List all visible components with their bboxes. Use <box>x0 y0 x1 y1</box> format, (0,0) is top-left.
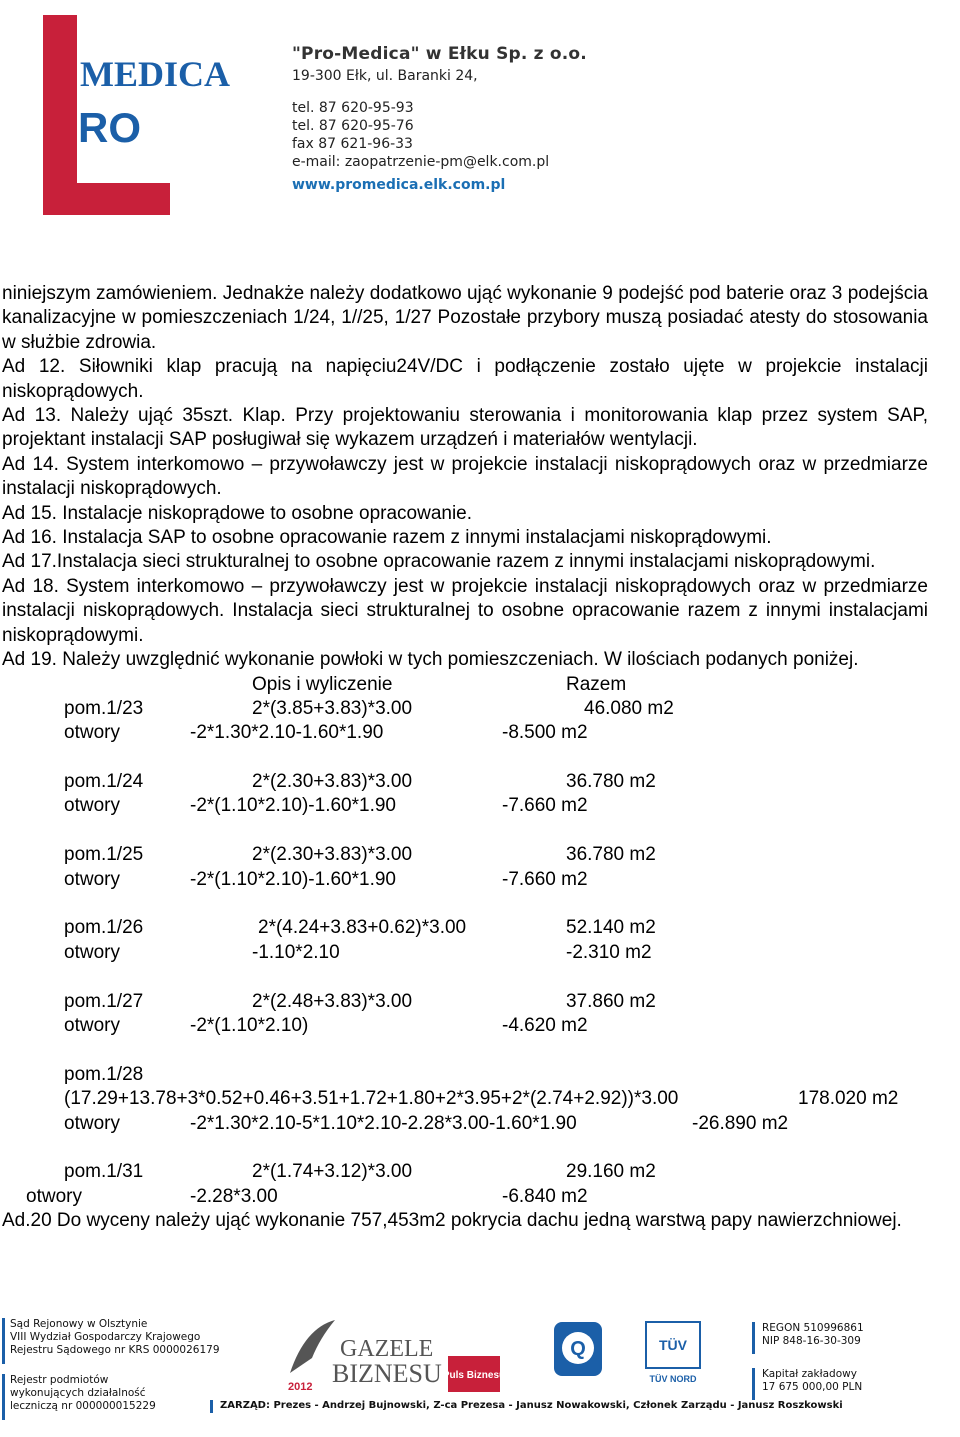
paragraph-intro: niniejszym zamówieniem. Jednakże należy dodatkowo ująć wykonanie 9 podejść pod baterie oraz 3 podejścia kanalizacyjne w pomieszczeniach 1/24, 1//25, 1/27 Pozostałe przybory muszą posiadać atesty do stosowania w służbie zdrowia. <box>2 283 928 353</box>
calc-row: (17.29+13.78+3*0.52+0.46+3.51+1.72+1.80+2*3.95+2*(2.74+2.92))*3.00 178.020 m2 <box>64 1088 899 1110</box>
calc-header-sum: Razem <box>566 673 627 695</box>
paragraph-ad14: Ad 14. System interkomowo – przywoławczy jest w projekcie instalacji niskoprądowych oraz w przedmiarze instalacji niskoprądowych. <box>2 453 928 500</box>
calc-header-desc: Opis i wyliczenie <box>252 673 393 695</box>
calc-row: pom.1/28 <box>64 1063 144 1085</box>
company-contact <box>292 44 587 193</box>
website-link[interactable]: www.promedica.elk.com.pl <box>292 177 506 193</box>
fax: fax 87 621-96-33 <box>292 136 413 152</box>
company-address: 19-300 Ełk, ul. Baranki 24, <box>292 68 478 84</box>
svg-text:TÜV: TÜV <box>659 1337 687 1353</box>
share-capital: Kapitał zakładowy 17 675 000,00 PLN <box>762 1368 863 1393</box>
paragraph-ad16: Ad 16. Instalacja SAP to osobne opracowanie razem z innymi instalacjami niskoprądowymi. <box>2 527 772 549</box>
company-logo <box>20 10 255 215</box>
calc-row: pom.1/24 2*(2.30+3.83)*3.00 36.780 m2 <box>64 771 656 793</box>
phone-2: tel. 87 620-95-76 <box>292 118 414 134</box>
calc-row: pom.1/27 2*(2.48+3.83)*3.00 37.860 m2 <box>64 990 656 1012</box>
calc-row: otwory -2*(1.10*2.10)-1.60*1.90 -7.660 m2 <box>64 868 588 890</box>
calc-header <box>2 673 928 697</box>
svg-text:GAZELE: GAZELE <box>340 1336 434 1362</box>
svg-text:2012: 2012 <box>288 1381 313 1393</box>
registry-info: Rejestr podmiotów wykonujących działalność leczniczą nr 000000015229 <box>10 1374 156 1412</box>
calc-row: pom.1/26 2*(4.24+3.83+0.62)*3.00 52.140 m2 <box>64 917 656 939</box>
paragraph-ad19: Ad 19. Należy uwzględnić wykonanie powłoki w tych pomieszczeniach. W ilościach podanych poniżej. <box>2 649 859 671</box>
svg-text:Puls Biznesu: Puls Biznesu <box>442 1370 506 1381</box>
calc-row: pom.1/31 2*(1.74+3.12)*3.00 29.160 m2 <box>64 1161 656 1183</box>
company-name: "Pro-Medica" w Ełku Sp. z o.o. <box>292 44 587 64</box>
paragraph-ad17: Ad 17.Instalacja sieci strukturalnej to osobne opracowanie razem z innymi instalacjami niskoprądowymi. <box>2 551 876 573</box>
page-footer <box>0 1318 960 1437</box>
court-info: Sąd Rejonowy w Olsztynie VIII Wydział Gospodarczy Krajowego Rejestru Sądowego nr KRS 0000026179 <box>10 1318 220 1356</box>
paragraph-ad12: Ad 12. Siłowniki klap pracują na napięciu24V/DC i podłączenie zostało ujęte w projekcie instalacji niskoprądowych. <box>2 356 928 402</box>
calc-row: otwory -2*1.30*2.10-5*1.10*2.10-2.28*3.00-1.60*1.90 -26.890 m2 <box>64 1112 789 1134</box>
svg-text:BIZNESU: BIZNESU <box>332 1359 442 1388</box>
svg-text:RO: RO <box>78 104 141 151</box>
phone-1: tel. 87 620-95-93 <box>292 100 414 116</box>
tuv-cert-icon <box>640 1320 710 1386</box>
calc-row: otwory -2.28*3.00 -6.840 m2 <box>26 1185 588 1207</box>
quality-cert-icon <box>552 1320 604 1380</box>
regon-nip: REGON 510996861 NIP 848-16-30-309 <box>762 1322 864 1347</box>
calc-row: otwory -2*1.30*2.10-1.60*1.90 -8.500 m2 <box>64 722 588 744</box>
paragraph-ad20: Ad.20 Do wyceny należy ująć wykonanie 757,453m2 pokrycia dachu jedną warstwą papy nawierzchniowej. <box>2 1210 902 1232</box>
calc-row: otwory -1.10*2.10 -2.310 m2 <box>64 941 652 963</box>
calc-row: otwory -2*(1.10*2.10)-1.60*1.90 -7.660 m2 <box>64 795 588 817</box>
svg-text:TÜV NORD: TÜV NORD <box>649 1374 697 1384</box>
calc-row: otwory -2*(1.10*2.10) -4.620 m2 <box>64 1014 588 1036</box>
paragraph-ad15: Ad 15. Instalacje niskoprądowe to osobne opracowanie. <box>2 502 473 524</box>
svg-text:Q: Q <box>570 1338 586 1360</box>
gazele-biznesu-logo <box>250 1318 510 1398</box>
paragraph-ad13: Ad 13. Należy ująć 35szt. Klap. Przy projektowaniu sterowania i monitorowania klap przez system SAP, projektant instalacji SAP posługiwał się wykazem urządzeń i materiałów wentylacji. <box>2 405 928 451</box>
calc-row: pom.1/25 2*(2.30+3.83)*3.00 36.780 m2 <box>64 844 656 866</box>
svg-text:MEDICA: MEDICA <box>80 54 230 94</box>
calc-row: pom.1/23 2*(3.85+3.83)*3.00 46.080 m2 <box>64 697 674 719</box>
email: e-mail: zaopatrzenie-pm@elk.com.pl <box>292 154 550 170</box>
board-members: ZARZĄD: Prezes - Andrzej Bujnowski, Z-ca Prezesa - Janusz Nowakowski, Członek Zarządu - Janusz Roszkowski <box>220 1400 843 1411</box>
document-body <box>2 282 928 1234</box>
paragraph-ad18: Ad 18. System interkomowo – przywoławczy jest w projekcie instalacji niskoprądowych oraz w przedmiarze instalacji niskoprądowych. Instalacja sieci strukturalnej to osobne opracowanie razem z innymi instalacjami niskoprądowymi. <box>2 575 928 646</box>
